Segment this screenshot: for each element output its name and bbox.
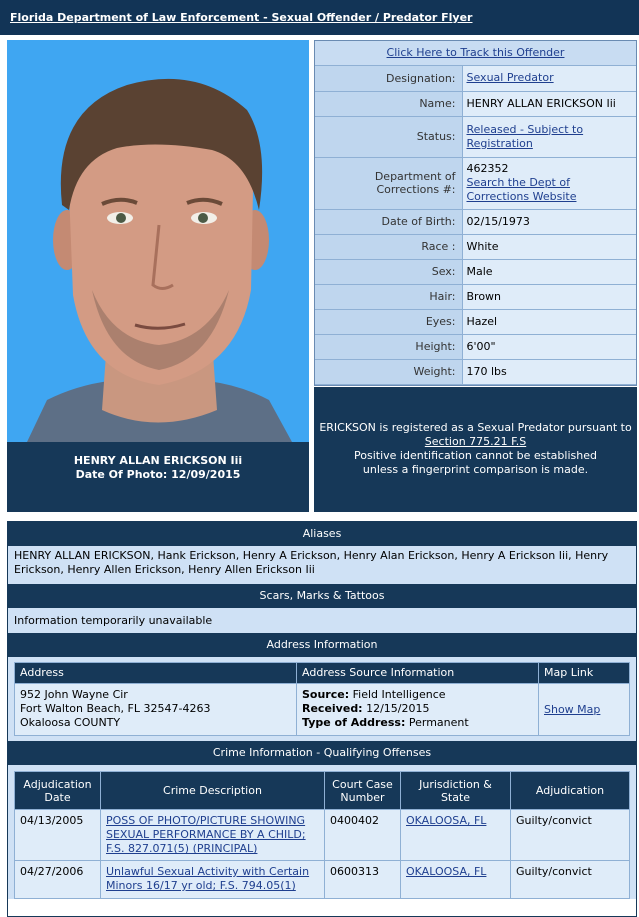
photo-date: Date Of Photo: 12/09/2015	[75, 468, 241, 481]
date-col-header: Adjudication Date	[15, 772, 101, 810]
offender-info-table	[315, 66, 636, 385]
photo-name: HENRY ALLAN ERICKSON Iii	[73, 454, 243, 467]
address-table	[14, 662, 630, 736]
address-section	[8, 657, 636, 741]
received-label: Received:	[302, 702, 363, 715]
address-cell	[15, 684, 297, 736]
crime-section	[8, 765, 636, 899]
name-value: HENRY ALLAN ERICKSON Iii	[462, 91, 636, 116]
details-panel	[7, 521, 637, 917]
hair-value: Brown	[462, 284, 636, 309]
photo-illustration	[7, 40, 309, 442]
status-label: Status:	[315, 116, 462, 157]
type-label: Type of Address:	[302, 716, 406, 729]
race-label: Race :	[315, 234, 462, 259]
crime-case: 0400402	[325, 810, 401, 861]
address-heading: Address Information	[8, 633, 636, 657]
crime-adj: Guilty/convict	[511, 810, 630, 861]
offender-info-panel	[314, 40, 637, 386]
map-col-header: Map Link	[539, 663, 630, 684]
notice-line2: Positive identification cannot be established unless a fingerprint comparison is made.	[354, 449, 597, 476]
crime-juris-link[interactable]: OKALOOSA, FL	[406, 814, 487, 827]
source-col-header: Address Source Information	[297, 663, 539, 684]
crime-date: 04/27/2006	[15, 861, 101, 899]
table-row	[15, 810, 630, 861]
address-col-header: Address	[15, 663, 297, 684]
scars-text: Information temporarily unavailable	[8, 608, 636, 633]
crime-case: 0600313	[325, 861, 401, 899]
designation-label: Designation:	[315, 66, 462, 91]
notice-line1: ERICKSON is registered as a Sexual Predator pursuant to	[319, 421, 632, 434]
track-row	[315, 41, 636, 66]
source-label: Source:	[302, 688, 350, 701]
section-link[interactable]: Section 775.21 F.S	[424, 435, 527, 448]
scars-heading: Scars, Marks & Tattoos	[8, 584, 636, 608]
type-value: Permanent	[408, 716, 469, 729]
aliases-heading: Aliases	[8, 522, 636, 546]
height-value: 6'00"	[462, 334, 636, 359]
dob-label: Date of Birth:	[315, 209, 462, 234]
weight-value: 170 lbs	[462, 359, 636, 384]
doc-number: 462352	[466, 162, 509, 175]
adj-col-header: Adjudication	[511, 772, 630, 810]
map-cell	[539, 684, 630, 736]
doc-label: Department of Corrections #:	[315, 157, 462, 209]
photo-caption	[7, 442, 309, 512]
crime-adj: Guilty/convict	[511, 861, 630, 899]
weight-label: Weight:	[315, 359, 462, 384]
crime-heading: Crime Information - Qualifying Offenses	[8, 741, 636, 765]
sex-label: Sex:	[315, 259, 462, 284]
show-map-link[interactable]: Show Map	[544, 702, 601, 716]
crime-juris-link[interactable]: OKALOOSA, FL	[406, 865, 487, 878]
crime-table	[14, 771, 630, 899]
address-line3: Okaloosa COUNTY	[20, 716, 121, 729]
status-link[interactable]: Released - Subject to Registration	[466, 122, 584, 150]
hair-label: Hair:	[315, 284, 462, 309]
desc-col-header: Crime Description	[101, 772, 325, 810]
page-title[interactable]: Florida Department of Law Enforcement - Sexual Offender / Predator Flyer	[10, 11, 473, 24]
address-line1: 952 John Wayne Cir	[20, 688, 128, 701]
aliases-text: HENRY ALLAN ERICKSON, Hank Erickson, Henry A Erickson, Henry Alan Erickson, Henry A Erickson Iii, Henry Erickson, Henry Allen Erickson, Henry Allen Erickson Iii	[8, 546, 636, 584]
eyes-value: Hazel	[462, 309, 636, 334]
race-value: White	[462, 234, 636, 259]
doc-search-link[interactable]: Search the Dept of Corrections Website	[466, 176, 577, 203]
source-value: Field Intelligence	[352, 688, 446, 701]
eyes-label: Eyes:	[315, 309, 462, 334]
address-line2: Fort Walton Beach, FL 32547-4263	[20, 702, 211, 715]
source-cell	[297, 684, 539, 736]
crime-desc-link[interactable]: Unlawful Sexual Activity with Certain Minors 16/17 yr old; F.S. 794.05(1)	[106, 865, 310, 892]
height-label: Height:	[315, 334, 462, 359]
received-value: 12/15/2015	[366, 702, 430, 715]
registration-notice	[314, 387, 637, 512]
crime-desc-link[interactable]: POSS OF PHOTO/PICTURE SHOWING SEXUAL PERFORMANCE BY A CHILD; F.S. 827.071(5) (PRINCIPAL)	[106, 814, 306, 855]
offender-photo	[7, 40, 309, 442]
name-label: Name:	[315, 91, 462, 116]
case-col-header: Court Case Number	[325, 772, 401, 810]
header-bar	[0, 0, 639, 35]
designation-link[interactable]: Sexual Predator	[466, 71, 554, 85]
dob-value: 02/15/1973	[462, 209, 636, 234]
track-offender-link[interactable]: Click Here to Track this Offender	[386, 46, 565, 59]
sex-value: Male	[462, 259, 636, 284]
juris-col-header: Jurisdiction & State	[401, 772, 511, 810]
table-row	[15, 861, 630, 899]
crime-date: 04/13/2005	[15, 810, 101, 861]
